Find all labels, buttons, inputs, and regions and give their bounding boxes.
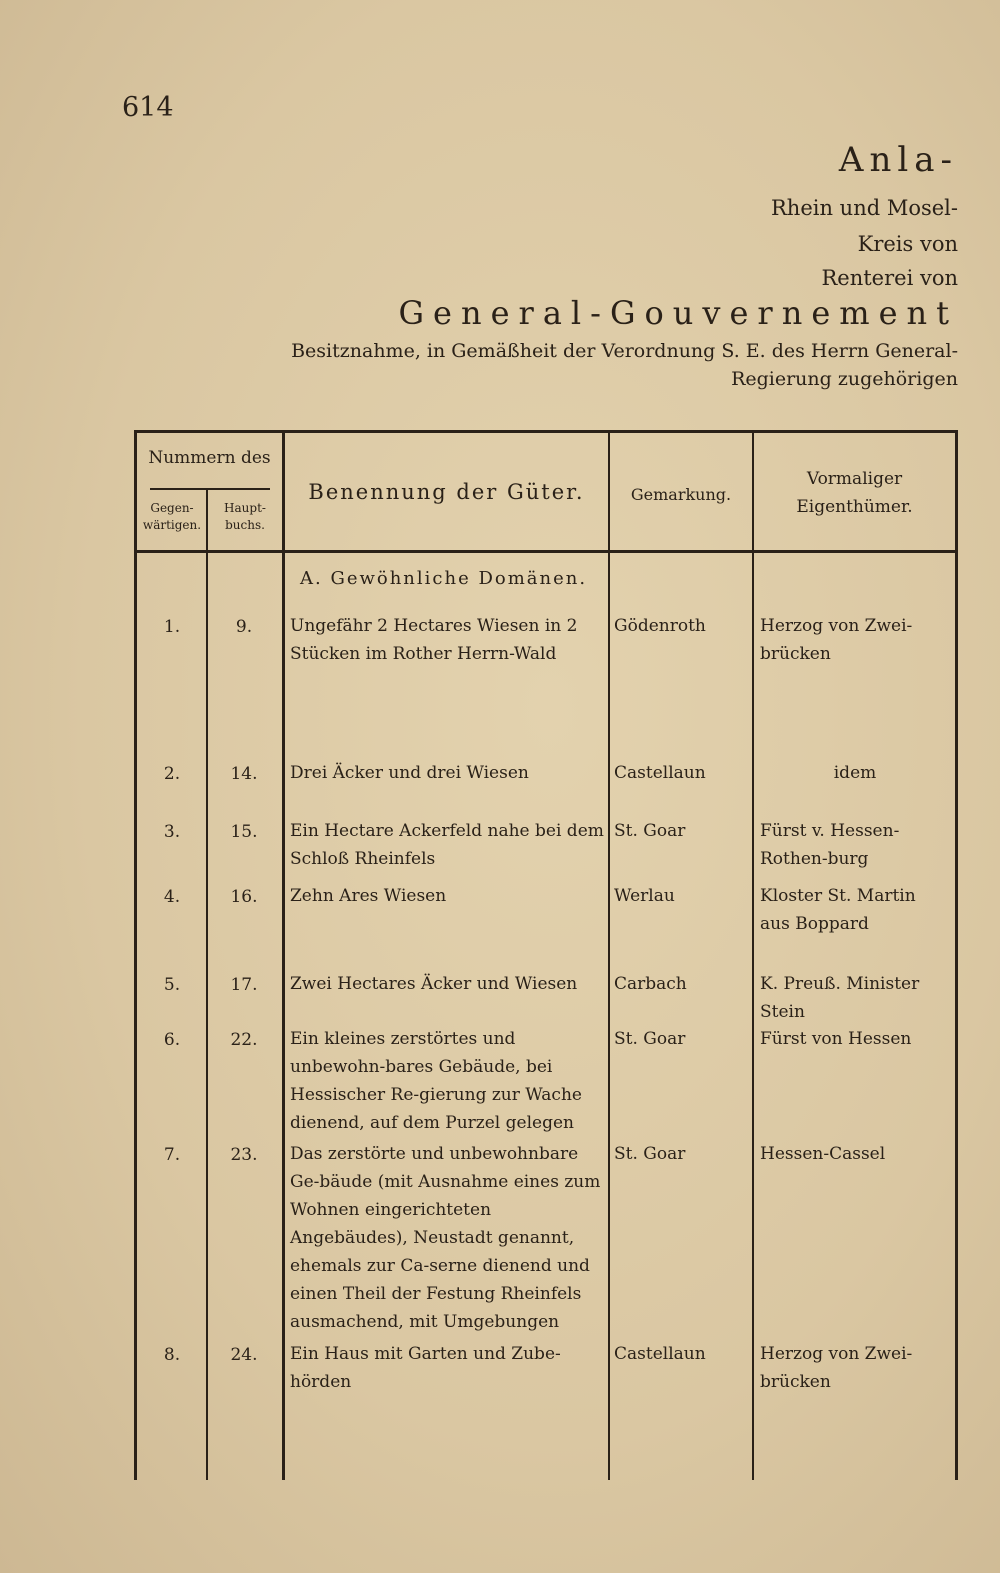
row-7-gemarkung: St. Goar [614, 1144, 686, 1164]
col-divider-3 [608, 430, 610, 1480]
col-divider-4 [752, 430, 754, 1480]
row-4-benennung: Zehn Ares Wiesen [290, 886, 447, 906]
header-line-1: Anla- [838, 140, 958, 180]
row-1-gegen: 1. [163, 617, 181, 637]
header-line-7: Regierung zugehörigen [731, 368, 958, 390]
row-7-benennung: Das zerstörte und unbewohnbare Ge-bäude (mit Ausnahme eines zum Wohnen eingerichteten Angebäudes), Neustadt genannt, ehemals zur Ca-serne dienend und einen Theil der Festung Rheinfels ausmachend, mit Umgebungen [290, 1144, 601, 1332]
header-line-4: Renterei von [821, 266, 958, 290]
row-5-benennung: Zwei Hectares Äcker und Wiesen [290, 974, 578, 994]
header-line-3: Kreis von [857, 232, 958, 256]
header-benennung: Benennung der Güter. [308, 480, 585, 504]
row-2-gegen: 2. [163, 764, 181, 784]
col-divider-left [134, 430, 137, 1480]
header-nummern: Nummern des [148, 448, 271, 468]
col-divider-right [955, 430, 958, 1480]
row-7-haupt: 23. [230, 1145, 258, 1165]
row-3-eigenthuemer: Fürst v. Hessen-Rothen-burg [760, 821, 900, 869]
header-gemarkung: Gemarkung. [630, 485, 732, 504]
page-number: 614 [122, 92, 174, 123]
header-eigenthuemer: Vormaliger Eigenthümer. [796, 469, 913, 517]
table-header-rule [134, 550, 958, 553]
row-6-haupt: 22. [230, 1030, 258, 1050]
row-8-gegen: 8. [163, 1345, 181, 1365]
row-6-gegen: 6. [163, 1030, 181, 1050]
header-line-2: Rhein und Mosel- [770, 196, 958, 220]
row-1-gemarkung: Gödenroth [614, 616, 706, 636]
row-2-haupt: 14. [230, 764, 258, 784]
row-2-eigenthuemer: idem [833, 763, 877, 783]
row-8-eigenthuemer: Herzog von Zwei-brücken [760, 1344, 913, 1392]
row-4-haupt: 16. [230, 887, 258, 907]
row-8-benennung: Ein Haus mit Garten und Zube-hörden [290, 1344, 561, 1392]
row-2-benennung: Drei Äcker und drei Wiesen [290, 763, 529, 783]
header-hauptbuchs: Haupt-buchs. [224, 501, 266, 532]
row-2-gemarkung: Castellaun [614, 763, 706, 783]
header-line-5: General-Gouvernement [398, 294, 958, 332]
row-3-haupt: 15. [230, 822, 258, 842]
row-8-haupt: 24. [230, 1345, 258, 1365]
row-1-haupt: 9. [235, 617, 253, 637]
row-3-gemarkung: St. Goar [614, 821, 686, 841]
row-5-gemarkung: Carbach [614, 974, 687, 994]
col-divider-1 [206, 490, 208, 1480]
col-divider-2 [282, 430, 285, 1480]
row-1-benennung: Ungefähr 2 Hectares Wiesen in 2 Stücken im Rother Herrn-Wald [290, 616, 578, 664]
header-line-6: Besitznahme, in Gemäßheit der Verordnung S. E. des Herrn General- [291, 340, 958, 362]
row-5-eigenthuemer: K. Preuß. Minister Stein [760, 974, 920, 1022]
row-5-gegen: 5. [163, 975, 181, 995]
section-title: A. Gewöhnliche Domänen. [300, 568, 588, 589]
row-4-eigenthuemer: Kloster St. Martin aus Boppard [760, 886, 916, 934]
row-6-eigenthuemer: Fürst von Hessen [760, 1029, 912, 1049]
row-7-gegen: 7. [163, 1145, 181, 1165]
row-3-benennung: Ein Hectare Ackerfeld nahe bei dem Schloß Rheinfels [290, 821, 604, 869]
row-1-eigenthuemer: Herzog von Zwei-brücken [760, 616, 913, 664]
row-4-gegen: 4. [163, 887, 181, 907]
row-6-benennung: Ein kleines zerstörtes und unbewohn-bares Gebäude, bei Hessischer Re-gierung zur Wache dienend, auf dem Purzel gelegen [290, 1029, 582, 1133]
row-8-gemarkung: Castellaun [614, 1344, 706, 1364]
row-5-haupt: 17. [230, 975, 258, 995]
row-6-gemarkung: St. Goar [614, 1029, 686, 1049]
table-top-rule [134, 430, 958, 433]
row-7-eigenthuemer: Hessen-Cassel [760, 1144, 886, 1164]
row-3-gegen: 3. [163, 822, 181, 842]
row-4-gemarkung: Werlau [614, 886, 675, 906]
header-gegenwaertigen: Gegen-wärtigen. [142, 501, 202, 532]
nummern-subrule [150, 488, 270, 490]
